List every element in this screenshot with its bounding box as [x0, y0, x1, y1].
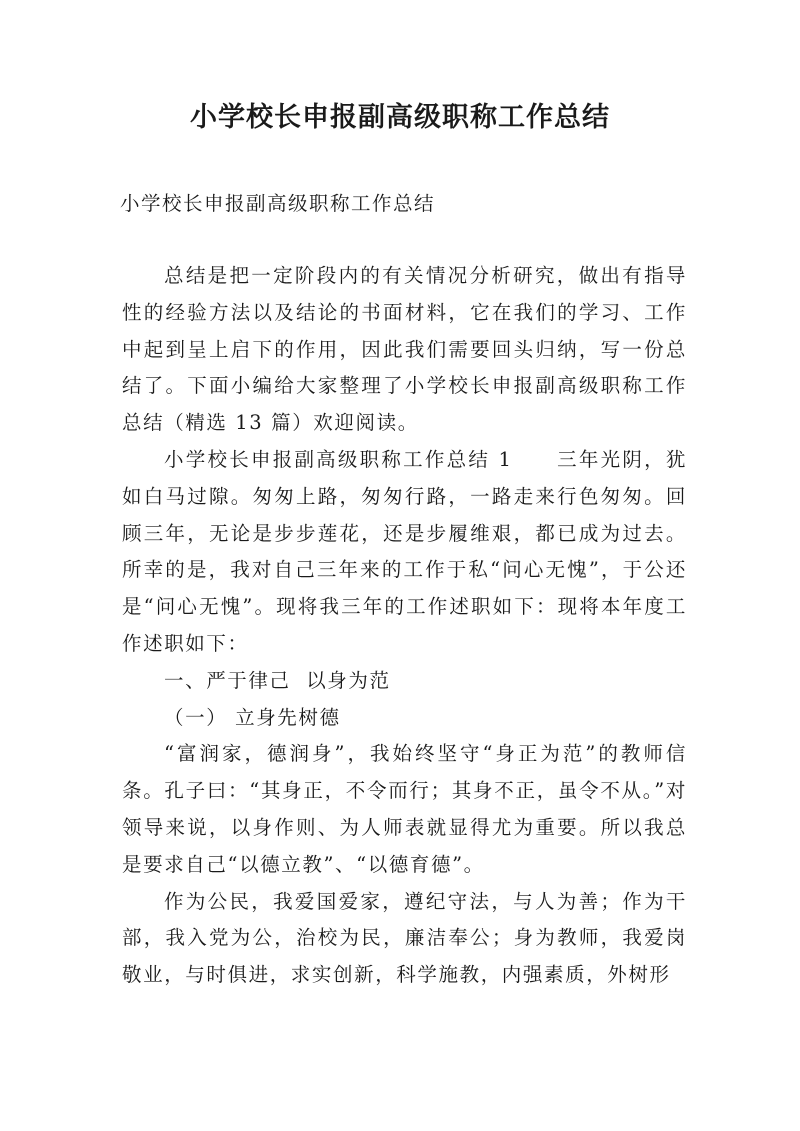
article-1-text: 三年光阴，犹如白马过隙。匆匆上路，匆匆行路，一路走来行色匆匆。回顾三年，无论是步步莲花，还是步履维艰，都已成为过去。所幸的是，我对自己三年来的工作于私“问心无愧”，于公还是“问心无愧”。现将我三年的工作述职如下：现将本年度工作述职如下：	[122, 447, 687, 655]
article-1-lead: 小学校长申报副高级职称工作总结 1	[164, 447, 513, 471]
section-heading-1: 一、严于律己 以身为范	[164, 668, 391, 692]
roles-paragraph: 作为公民，我爱国爱家，遵纪守法，与人为善；作为干部，我入党为公，治校为民，廉洁奉公；身为教师，我爱岗敬业，与时俱进，求实创新，科学施教，内强素质，外树形	[122, 889, 687, 987]
intro-paragraph: 总结是把一定阶段内的有关情况分析研究，做出有指导性的经验方法以及结论的书面材料，它在我们的学习、工作中起到呈上启下的作用，因此我们需要回头归纳，写一份总结了。下面小编给大家整理了小学校长申报副高级职称工作总结（精选 13 篇）欢迎阅读。	[122, 264, 687, 435]
virtue-paragraph: “富润家，德润身”，我始终坚守“身正为范”的教师信条。孔子曰：“其身正，不令而行；其身不正，虽令不从。”对领导来说，以身作则、为人师表就显得尤为重要。所以我总是要求自己“以德立教”、“以德育德”。	[122, 742, 687, 876]
document-subtitle: 小学校长申报副高级职称工作总结	[120, 192, 436, 215]
document-body	[122, 258, 687, 994]
document-title: 小学校长申报副高级职称工作总结	[190, 102, 610, 133]
subsection-heading-1-1: （一） 立身先树德	[164, 705, 341, 729]
article-1-paragraph	[122, 442, 687, 663]
